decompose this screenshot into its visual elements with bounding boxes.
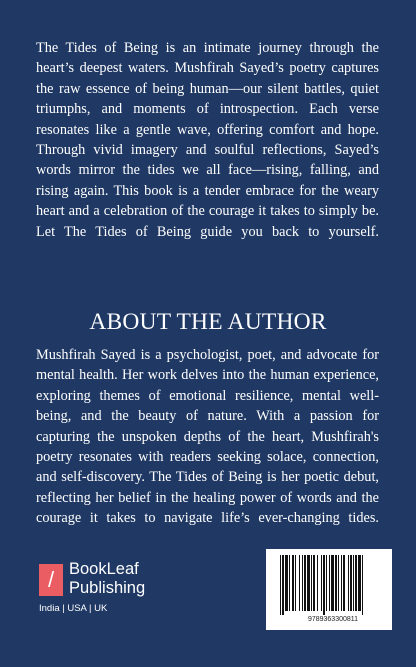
barcode-bar [358,555,361,611]
publisher-countries: India | USA | UK [39,603,108,614]
barcode-bar [302,555,303,611]
barcode-bar [289,555,290,611]
barcode-bar [295,555,296,611]
publisher-name [69,560,145,598]
barcode-bar [355,555,357,611]
barcode-bar [311,555,312,611]
barcode-bar [321,555,322,611]
barcode-bar [313,555,315,611]
barcode-bar [331,555,334,611]
barcode-bar [343,555,345,611]
barcode-bar [350,555,352,611]
barcode-bar [282,555,284,615]
author-bio: Mushfirah Sayed is a psychologist, poet, and advocate for mental health. Her work delves into the human experience, exploring themes of emotional resilience, mental well-being, and the beauty of nature. With a passion for capturing the unspoken depths of the heart, Mushfirah's poetry resonates with readers seeking solace, connection, and self-discovery. The Tides of Being is her poetic debut, reflecting her belief in the healing power of words and the courage it takes to navigate life’s ever-changing tides. [36,347,379,527]
isbn-number: 9789363300811 [307,616,359,623]
barcode-bar [353,555,354,611]
barcode-bar [307,555,310,611]
barcode-bar [362,555,363,615]
barcode-bar [292,555,294,611]
barcode-bar [335,555,337,611]
barcode-bar [323,555,325,615]
barcode-bar [341,555,342,611]
isbn-barcode [266,549,392,630]
publisher-logo [36,560,156,640]
barcode-bar [338,555,339,611]
bookleaf-mark-icon: / [39,564,63,596]
barcode-bar [299,555,300,611]
barcode-bar [329,555,330,611]
publisher-name-line2: Publishing [69,579,146,597]
barcode-bar [317,555,318,611]
barcode-bar [304,555,306,611]
barcode-bar [280,555,281,615]
publisher-name-line1: BookLeaf [69,560,139,578]
barcode-bar [326,555,327,611]
about-author-heading: ABOUT THE AUTHOR [89,309,327,335]
barcode-bar [348,555,349,611]
barcode-bar [285,555,288,611]
book-blurb: The Tides of Being is an intimate journey through the heart’s deepest waters. Mushfirah Sayed’s poetry captures the raw essence of being human—our silent battles, quiet triumphs, and moments of introspection. Each verse resonates like a gentle wave, offering comfort and hope. Through vivid imagery and soulful reflections, Sayed’s words mirror the tides we all face—rising, falling, and rising again. This book is a tender embrace for the weary heart and a celebration of the courage it takes to simply be. Let The Tides of Being guide you back to yourself. [36,40,379,240]
